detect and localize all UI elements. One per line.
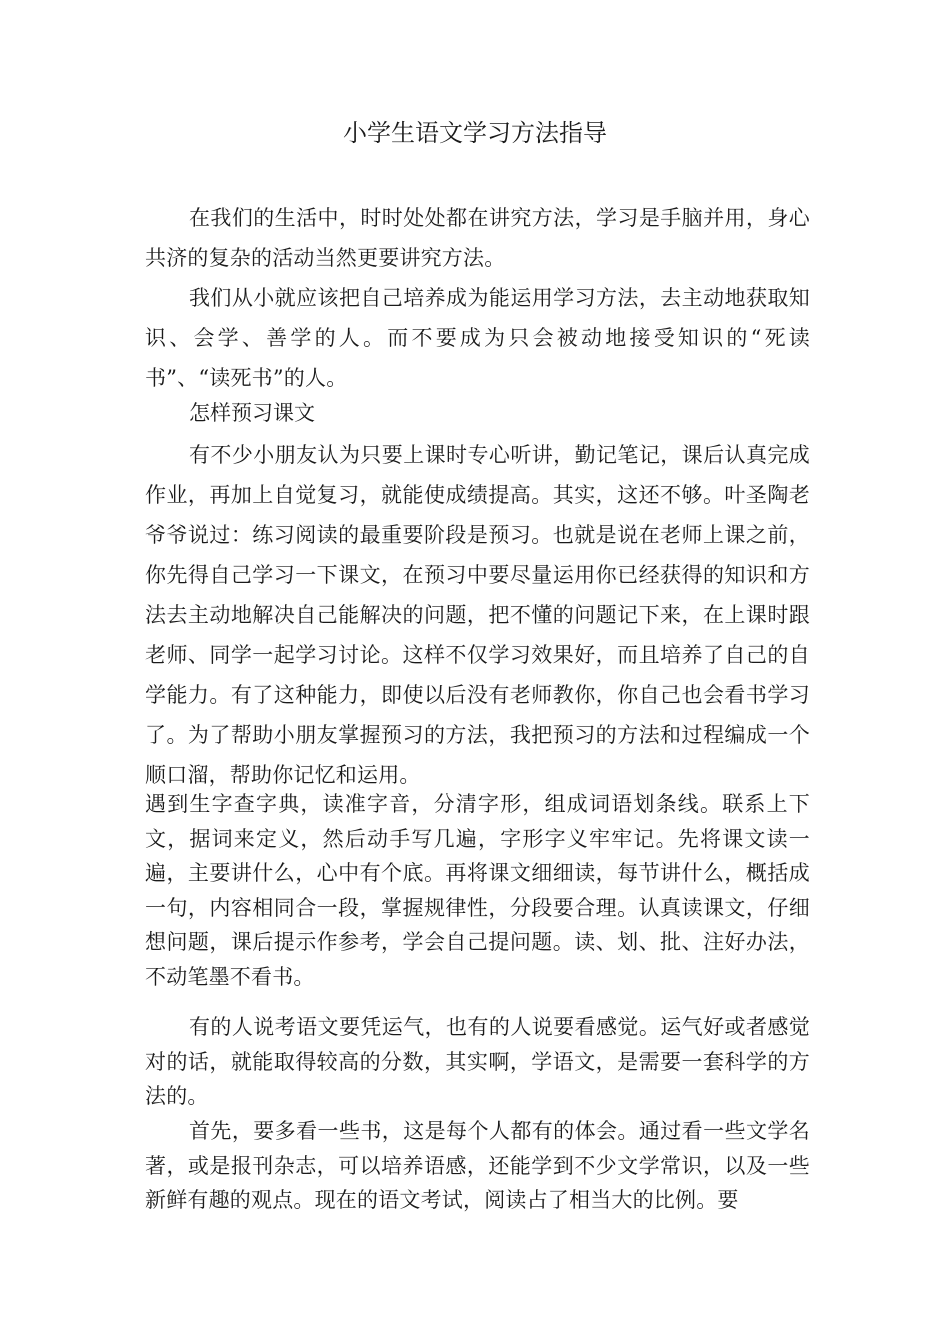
paragraph-6-text: 首先，要多看一些书，这是每个人都有的体会。通过看一些文学名著，或是报刊杂志，可以培养语感，还能学到不少文学常识，以及一些新鲜有趣的观点。现在的语文考试，阅读占了相当大的比例。要 (145, 1119, 810, 1212)
paragraph-1 (145, 198, 810, 278)
paragraph-2-text: 我们从小就应该把自己培养成为能运用学习方法，去主动地获取知识、会学、善学的人。而不要成为只会被动地接受知识的“死读书”、“读死书”的人。 (145, 286, 810, 390)
section-heading: 怎样预习课文 (189, 401, 315, 425)
paragraph-4-text: 遇到生字查字典，读准字音，分清字形，组成词语划条线。联系上下文，据词来定义，然后动手写几遍，字形字义牢牢记。先将课文读一遍，主要讲什么，心中有个底。再将课文细细读，每节讲什么，概括成一句，内容相同合一段，掌握规律性，分段要合理。认真读课文，仔细想问题，课后提示作参考，学会自己提问题。读、划、批、注好办法，不动笔墨不看书。 (145, 792, 810, 989)
paragraph-6 (145, 1114, 810, 1218)
paragraph-4 (145, 787, 810, 994)
paragraph-2 (145, 278, 810, 398)
paragraph-5-text: 有的人说考语文要凭运气，也有的人说要看感觉。运气好或者感觉对的话，就能取得较高的分数，其实啊，学语文，是需要一套科学的方法的。 (145, 1015, 810, 1108)
document-title: 小学生语文学习方法指导 (343, 119, 607, 147)
paragraph-3-text: 有不少小朋友认为只要上课时专心听讲，勤记笔记，课后认真完成作业，再加上自觉复习，就能使成绩提高。其实，这还不够。叶圣陶老爷爷说过：练习阅读的最重要阶段是预习。也就是说在老师上课之前，你先得自己学习一下课文，在预习中要尽量运用你已经获得的知识和方法去主动地解决自己能解决的问题，把不懂的问题记下来，在上课时跟老师、同学一起学习讨论。这样不仅学习效果好，而且培养了自己的自学能力。有了这种能力，即使以后没有老师教你，你自己也会看书学习了。为了帮助小朋友掌握预习的方法，我把预习的方法和过程编成一个顺口溜，帮助你记忆和运用。 (145, 443, 810, 787)
paragraph-5 (145, 1010, 810, 1114)
paragraph-3 (145, 435, 810, 795)
paragraph-1-text: 在我们的生活中，时时处处都在讲究方法，学习是手脑并用，身心共济的复杂的活动当然更要讲究方法。 (145, 206, 810, 270)
